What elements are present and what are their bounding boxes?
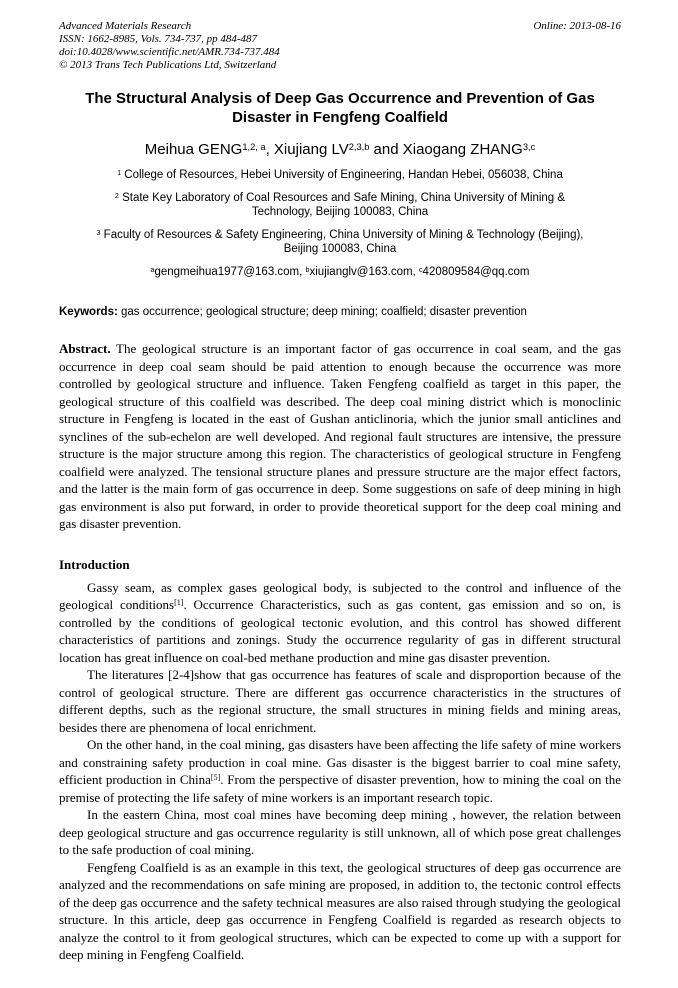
journal-doi-line: doi:10.4028/www.scientific.net/AMR.734-737.484 — [59, 46, 280, 58]
introduction-paragraph-2: The literatures [2-4]show that gas occurrence has features of scale and disproportion because of the control of geological structure. There are different gas occurrence characteristics in the structures of different depths, such as the regional structure, the small structures in mining fields and mining areas, besides there are phenomena of local enrichment. — [59, 667, 621, 735]
abstract-label: Abstract. — [59, 341, 111, 356]
affiliation-1: $^1$ College of Resources, Hebei University of Engineering, Handan Hebei, 056038, China — [117, 168, 563, 181]
journal-info — [59, 20, 280, 72]
abstract-paragraph — [59, 340, 621, 533]
journal-issn-line: ISSN: 1662-8985, Vols. 734-737, pp 484-487 — [59, 33, 257, 45]
keywords-label: Keywords: — [59, 306, 118, 318]
authors-line: Meihua GENG$^{1,2, a}$, Xiujiang LV$^{2,3,b}$ and Xiaogang ZHANG$^{3,c}$ — [144, 141, 536, 158]
introduction-paragraph-4: In the eastern China, most coal mines have becoming deep mining , however, the relation between deep geological structure and gas occurrence regularity is still unknown, all of which pose great challenges to the safe production of coal mining. — [59, 807, 621, 857]
introduction-paragraph-3: On the other hand, in the coal mining, gas disasters have been affecting the life safety of mine workers and constraining safety production in coal mine. Gas disaster is the biggest barrier to coal mine safety, efficient production in China[5]. From the perspective of disaster prevention, how to mining the coal on the premise of protecting the life safety of mine workers is an important research topic. — [59, 737, 621, 805]
keywords-text: gas occurrence; geological structure; deep mining; coalfield; disaster prevention — [121, 306, 527, 318]
journal-name: Advanced Materials Research — [59, 20, 192, 32]
affiliation-3: $^3$ Faculty of Resources & Safety Engineering, China University of Mining & Technology (Beijing), Beijing 100083, China — [96, 228, 584, 255]
introduction-paragraph-1: Gassy seam, as complex gases geological body, is subjected to the control and influence of the geological conditions[1]. Occurrence Characteristics, such as gas content, gas emission and so on, is controlled by the conditions of geological tectonic evolution, and this control has showed different characteristics of partitions and zonings. Study the occurrence regularity of gas in different structural location has great influence on coal-bed methane production and mine gas disaster prevention. — [59, 579, 621, 665]
introduction-paragraph-5: Fengfeng Coalfield is as an example in this text, the geological structures of deep gas occurrence are analyzed and the recommendations on safe mining are proposed, in addition to, the tectonic control effects of the deep gas occurrence and the safety technical measures are also raised through studying the geological structure. In this article, deep gas occurrence in Fengfeng Coalfield is regarded as research objects to analyze the control to it from geological structures, which can be expected to come up with a support for deep mining in Fengfeng Coalfield. — [59, 859, 621, 962]
keywords-line — [59, 305, 621, 319]
author-emails: $^a$gengmeihua1977@163.com, $^b$xiujianglv@163.com, $^c$420809584@qq.com — [150, 265, 530, 278]
abstract-text: The geological structure is an important factor of gas occurrence in coal seam, and the gas occurrence in deep coal seam should be paid attention to enough because the occurrence was more controlled by geological structure and influence. Taken Fengfeng coalfield as target in this paper, the geological structure of this coalfield was described. The deep coal mining district which is monoclinic structure in Fengfeng is located in the east of Gushan anticlinoria, which the junior small anticlines and synclines of the sub-echelon are well developed. And regional fault structures are intensive, the pressure structure is the major structure among this region. The characteristics of geological structure in Fengfeng coalfield were analyzed. The tensional structure planes and pressure structure are the major effect factors, and the latter is the main form of gas occurrence in deep. Some suggestions on safe of deep mining in high gas environment is also put forward, in order to provide theoretical support for the deep coal mining and gas disaster prevention. — [59, 341, 622, 531]
paper-title: The Structural Analysis of Deep Gas Occurrence and Prevention of Gas Disaster in Fengfeng Coalfield — [85, 90, 595, 126]
section-heading-introduction: Introduction — [59, 556, 130, 572]
journal-copyright-line: © 2013 Trans Tech Publications Ltd, Switzerland — [59, 59, 277, 71]
journal-header — [59, 20, 621, 72]
affiliation-2: $^2$ State Key Laboratory of Coal Resources and Safe Mining, China University of Mining & Technology, Beijing 100083, China — [114, 191, 566, 218]
online-date: Online: 2013-08-16 — [533, 20, 621, 32]
